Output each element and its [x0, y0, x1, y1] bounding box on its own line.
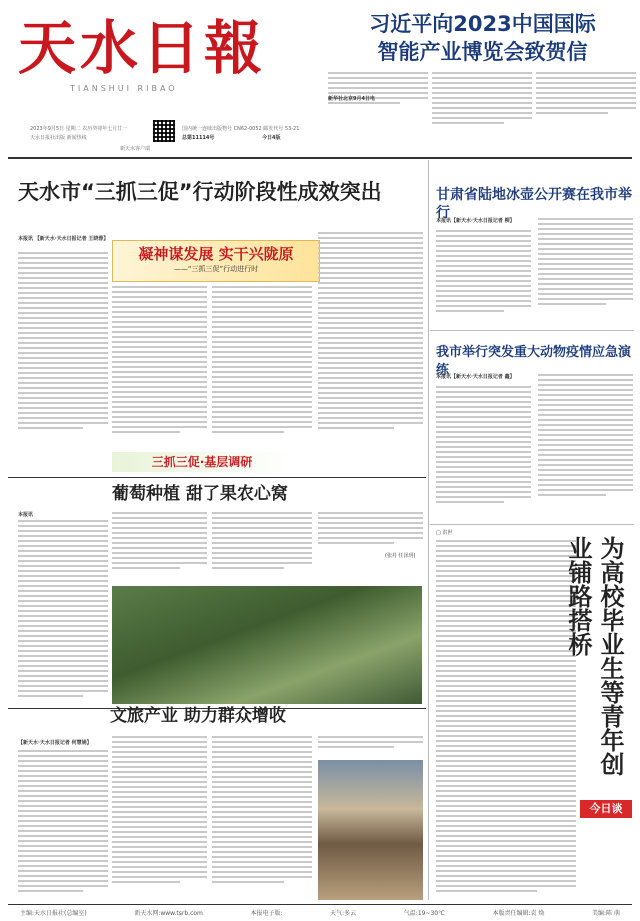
footer-item: 天气:多云 — [330, 910, 357, 917]
grape-col2 — [112, 512, 207, 582]
date-line: 2023年9月5日 星期二 农历癸卯年七月廿一 — [30, 126, 128, 132]
commentary-headline: 为高校毕业生等青年创业铺路搭桥 — [564, 536, 624, 776]
commentary-author: □ 洪世 — [436, 530, 453, 536]
curling-col1 — [436, 230, 531, 320]
grape-col1 — [18, 520, 108, 720]
top-story-headline-1: 习近平向2023中国国际 — [369, 12, 596, 36]
footer-item: 美编:陈 萌 — [592, 910, 620, 917]
sanzhua-banner — [112, 240, 320, 282]
top-story-col2 — [432, 72, 532, 152]
culture-headline: 文旅产业 助力群众增收 — [110, 706, 286, 726]
top-story-headline-2: 智能产业博览会致贺信 — [377, 40, 588, 64]
grape-author: (张丹 任泽玥) — [385, 553, 416, 559]
culture-col1 — [18, 750, 108, 900]
grape-photo — [112, 586, 422, 704]
footer-item: 气温:19~30℃ — [403, 910, 445, 917]
footer-item: 新天水网:www.tsrb.com — [134, 910, 203, 917]
grape-headline: 葡萄种植 甜了果农心窝 — [112, 484, 288, 504]
curling-col2 — [538, 218, 633, 318]
animal-col2 — [538, 374, 633, 514]
footer-item: 主编:天水日报社(总编室) — [20, 910, 87, 917]
culture-col2 — [112, 736, 207, 896]
masthead-pinyin: TIANSHUI RIBAO — [70, 84, 178, 93]
sanzhua-byline: 本报讯 【新天水·天水日报记者 王晓蓉】 — [18, 236, 109, 242]
jiceng-banner-text: 三抓三促·基层调研 — [151, 455, 253, 469]
grape-col4 — [318, 512, 423, 552]
commentary-body — [436, 540, 576, 900]
culture-col3 — [212, 736, 312, 896]
top-story-dateline: 新华社北京9月4日电 — [328, 96, 375, 102]
curling-headline: 甘肃省陆地冰壶公开赛在我市举行 — [436, 187, 632, 221]
animal-byline: 本报讯【新天水·天水日报记者 鑫】 — [436, 374, 515, 380]
commentary-badge: 今日谈 — [580, 800, 632, 818]
banner-main-text: 凝神谋发展 实干兴陇原 — [138, 245, 294, 263]
curling-byline: 本报讯【新天水·天水日报记者 柳】 — [436, 218, 515, 224]
animal-col1 — [436, 386, 531, 516]
footer-item: 本报电子版: — [250, 910, 283, 917]
animal-headline: 我市举行突发重大动物疫情应急演练 — [436, 345, 632, 378]
website-label: 新天水客户端 — [120, 146, 151, 152]
issue-number: 总第11114号 — [182, 135, 215, 141]
footer-item: 本版责任编辑:袁 焕 — [492, 910, 545, 917]
grape-col3 — [212, 512, 312, 582]
footer — [20, 908, 620, 917]
top-story-sub-lines — [328, 72, 428, 142]
section-rule-4 — [430, 524, 634, 525]
culture-photo — [318, 760, 423, 900]
masthead-logo: 天水日報 — [18, 14, 267, 82]
column-divider — [428, 160, 429, 900]
banner-sub-text: ——“三抓三促”行动进行时 — [173, 265, 259, 273]
publisher-line: 天水日报社出版 新闻热线 — [30, 135, 87, 141]
page-count: 今日4版 — [262, 135, 281, 141]
sanzhua-col2 — [112, 286, 207, 446]
masthead-rule — [8, 157, 632, 159]
section-rule-1 — [8, 477, 426, 478]
culture-col4 — [318, 736, 423, 756]
jiceng-banner — [112, 452, 292, 472]
section-rule-3 — [430, 330, 634, 331]
sanzhua-col1 — [18, 252, 108, 452]
top-story-col3 — [536, 72, 636, 152]
sanzhua-headline: 天水市“三抓三促”行动阶段性成效突出 — [18, 180, 382, 204]
sanzhua-col4 — [318, 232, 423, 446]
grape-byline: 本报讯 — [18, 512, 34, 518]
footer-rule — [8, 904, 632, 905]
sanzhua-col3 — [212, 286, 312, 446]
qr-code-icon — [153, 120, 175, 142]
culture-byline: 【新天水·天水日报记者 何慧娟】 — [18, 740, 92, 746]
cn-line: 国内统一连续出版物号 CN62-0052 邮发代号 53-21 — [182, 126, 300, 132]
